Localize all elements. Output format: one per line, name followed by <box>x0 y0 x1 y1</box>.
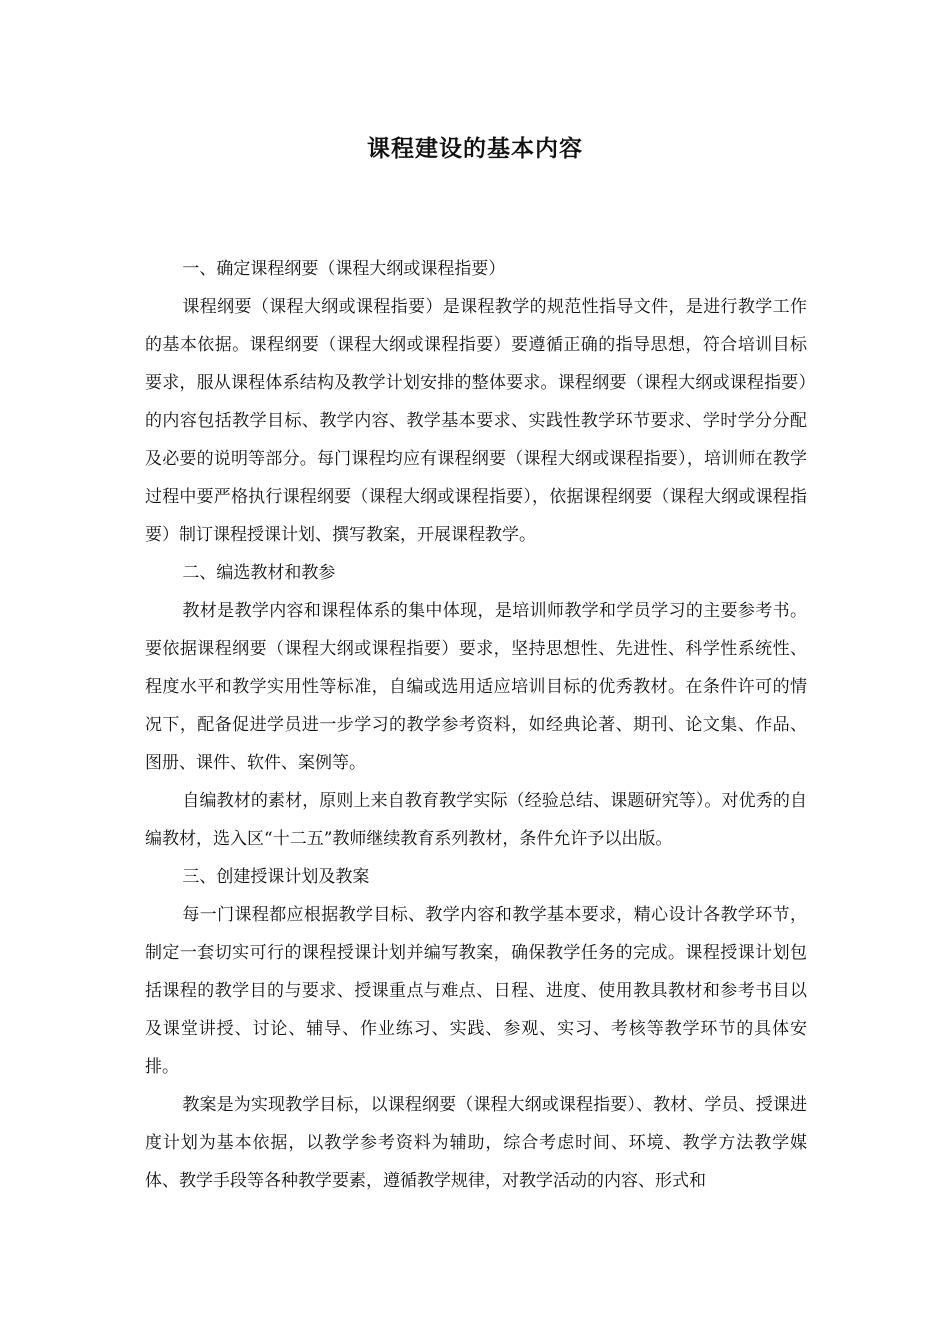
heading-section-2: 二、编选教材和教参 <box>182 563 336 583</box>
paragraph: 每一门课程都应根据教学目标、教学内容和教学基本要求，精心设计各教学环节，制定一套切实可行的课程授课计划并编写教案，确保教学任务的完成。课程授课计划包括课程的教学目的与要求、授课重点与难点、日程、进度、使用教具教材和参考书目以及课堂讲授、讨论、辅导、作业练习、实践、参观、实习、考核等教学环节的具体安排。 <box>145 905 807 1077</box>
paragraph: 课程纲要（课程大纲或课程指要）是课程教学的规范性指导文件，是进行教学工作的基本依据。课程纲要（课程大纲或课程指要）要遵循正确的指导思想，符合培训目标要求，服从课程体系结构及教学计划安排的整体要求。课程纲要（课程大纲或课程指要）的内容包括教学目标、教学内容、教学基本要求、实践性教学环节要求、学时学分分配及必要的说明等部分。每门课程均应有课程纲要（课程大纲或课程指要），培训师在教学过程中要严格执行课程纲要（课程大纲或课程指要），依据课程纲要（课程大纲或课程指要）制订课程授课计划、撰写教案，开展课程教学。 <box>145 297 807 545</box>
heading-section-3: 三、创建授课计划及教案 <box>182 867 370 887</box>
document-body <box>145 250 807 1200</box>
heading-section-1: 一、确定课程纲要（课程大纲或课程指要） <box>182 259 506 279</box>
paragraph: 教案是为实现教学目标，以课程纲要（课程大纲或课程指要）、教材、学员、授课进度计划为基本依据，以教学参考资料为辅助，综合考虑时间、环境、教学方法教学媒体、教学手段等各种教学要素，遵循教学规律，对教学活动的内容、形式和 <box>145 1095 807 1191</box>
paragraph: 教材是教学内容和课程体系的集中体现，是培训师教学和学员学习的主要参考书。要依据课程纲要（课程大纲或课程指要）要求，坚持思想性、先进性、科学性系统性、程度水平和教学实用性等标准，自编或选用适应培训目标的优秀教材。在条件许可的情况下，配备促进学员进一步学习的教学参考资料，如经典论著、期刊、论文集、作品、图册、课件、软件、案例等。 <box>145 601 807 773</box>
paragraph: 自编教材的素材，原则上来自教育教学实际（经验总结、课题研究等）。对优秀的自编教材，选入区“十二五”教师继续教育系列教材，条件允许予以出版。 <box>145 791 807 849</box>
document-title: 课程建设的基本内容 <box>367 136 583 162</box>
